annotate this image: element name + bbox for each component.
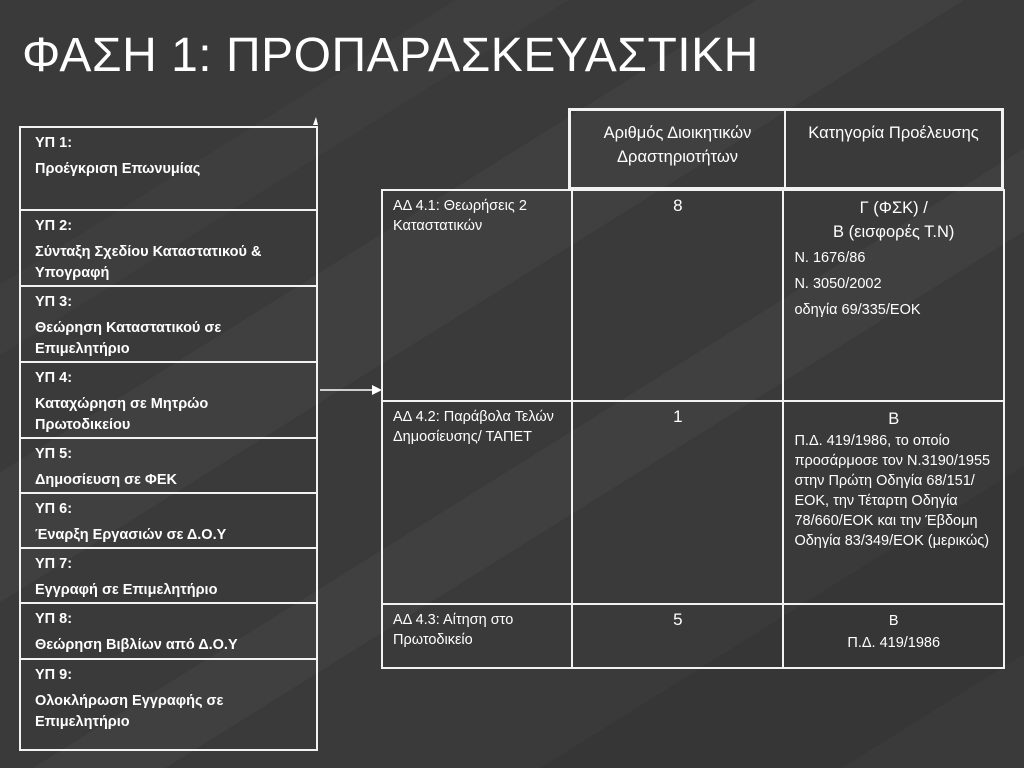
step-description: Προέγκριση Επωνυμίας	[35, 161, 201, 177]
count-cell: 5	[572, 604, 783, 668]
category-main: Β (εισφορές Τ.Ν)	[833, 223, 955, 241]
step-code: ΥΠ 9:	[35, 667, 73, 683]
count-cell: 1	[572, 401, 783, 604]
step-8	[21, 604, 316, 660]
activities-table	[381, 189, 1005, 669]
step-code: ΥΠ 2:	[35, 218, 73, 234]
category-ref: οδηγία 69/335/ΕΟΚ	[794, 302, 921, 318]
activity-cell: ΑΔ 4.3: Αίτηση στο Πρωτοδικείο	[382, 604, 572, 668]
steps-list	[19, 126, 318, 751]
category-cell	[783, 604, 1004, 668]
category-note: Π.Δ. 419/1986	[847, 635, 941, 651]
step-2	[21, 211, 316, 287]
step-7	[21, 549, 316, 604]
count-cell: 8	[572, 190, 783, 401]
step-description: Έναρξη Εργασιών σε Δ.Ο.Υ	[35, 527, 227, 543]
step-6	[21, 494, 316, 549]
step-description: Καταχώρηση σε Μητρώο Πρωτοδικείου	[35, 396, 209, 433]
category-main: Β	[888, 410, 900, 428]
activities-table-wrapper	[381, 108, 1005, 673]
step-code: ΥΠ 7:	[35, 556, 73, 572]
category-cell	[783, 401, 1004, 604]
step-code: ΥΠ 1:	[35, 135, 73, 151]
header-count: Αριθμός Διοικητικών Δραστηριοτήτων	[571, 111, 786, 187]
step-description: Σύνταξη Σχεδίου Καταστατικού & Υπογραφή	[35, 244, 262, 281]
step-code: ΥΠ 4:	[35, 370, 73, 386]
header-category: Κατηγορία Προέλευσης	[808, 124, 979, 142]
table-header	[568, 108, 1004, 190]
slide-title: ΦΑΣΗ 1: ΠΡΟΠΑΡΑΣΚΕΥΑΣΤΙΚΗ	[22, 29, 759, 82]
category-ref: Ν. 3050/2002	[794, 276, 882, 292]
category-main: Β	[888, 613, 899, 629]
step-9	[21, 660, 316, 749]
category-cell	[783, 190, 1004, 401]
step-3	[21, 287, 316, 363]
corner-tick-icon	[311, 116, 319, 126]
category-main: Γ (ΦΣΚ) /	[859, 199, 928, 217]
step-description: Θεώρηση Καταστατικού σε Επιμελητήριο	[35, 320, 222, 357]
table-row	[382, 190, 1004, 401]
step-description: Θεώρηση Βιβλίων από Δ.Ο.Υ	[35, 637, 238, 653]
step-description: Δημοσίευση σε ΦΕΚ	[35, 472, 177, 488]
step-description: Ολοκλήρωση Εγγραφής σε Επιμελητήριο	[35, 693, 224, 730]
step-4	[21, 363, 316, 439]
step-code: ΥΠ 3:	[35, 294, 73, 310]
table-row	[382, 401, 1004, 604]
activity-cell: ΑΔ 4.1: Θεωρήσεις 2 Καταστατικών	[382, 190, 572, 401]
step-code: ΥΠ 6:	[35, 501, 73, 517]
step-1	[21, 128, 316, 211]
category-ref: Ν. 1676/86	[794, 250, 866, 266]
step-code: ΥΠ 5:	[35, 446, 73, 462]
category-note: Π.Δ. 419/1986, το οποίο προσάρμοσε τον Ν.3190/1955 στην Πρώτη Οδηγία 68/151/ΕΟΚ, την Τέταρτη Οδηγία 78/660/ΕΟΚ και την Έβδομη Οδηγία 83/349/ΕΟΚ (μερικώς)	[794, 433, 991, 549]
activity-cell: ΑΔ 4.2: Παράβολα Τελών Δημοσίευσης/ ΤΑΠΕΤ	[382, 401, 572, 604]
step-5	[21, 439, 316, 494]
arrow-right-icon	[320, 383, 384, 397]
table-row	[382, 604, 1004, 668]
step-code: ΥΠ 8:	[35, 611, 73, 627]
step-description: Εγγραφή σε Επιμελητήριο	[35, 582, 218, 598]
